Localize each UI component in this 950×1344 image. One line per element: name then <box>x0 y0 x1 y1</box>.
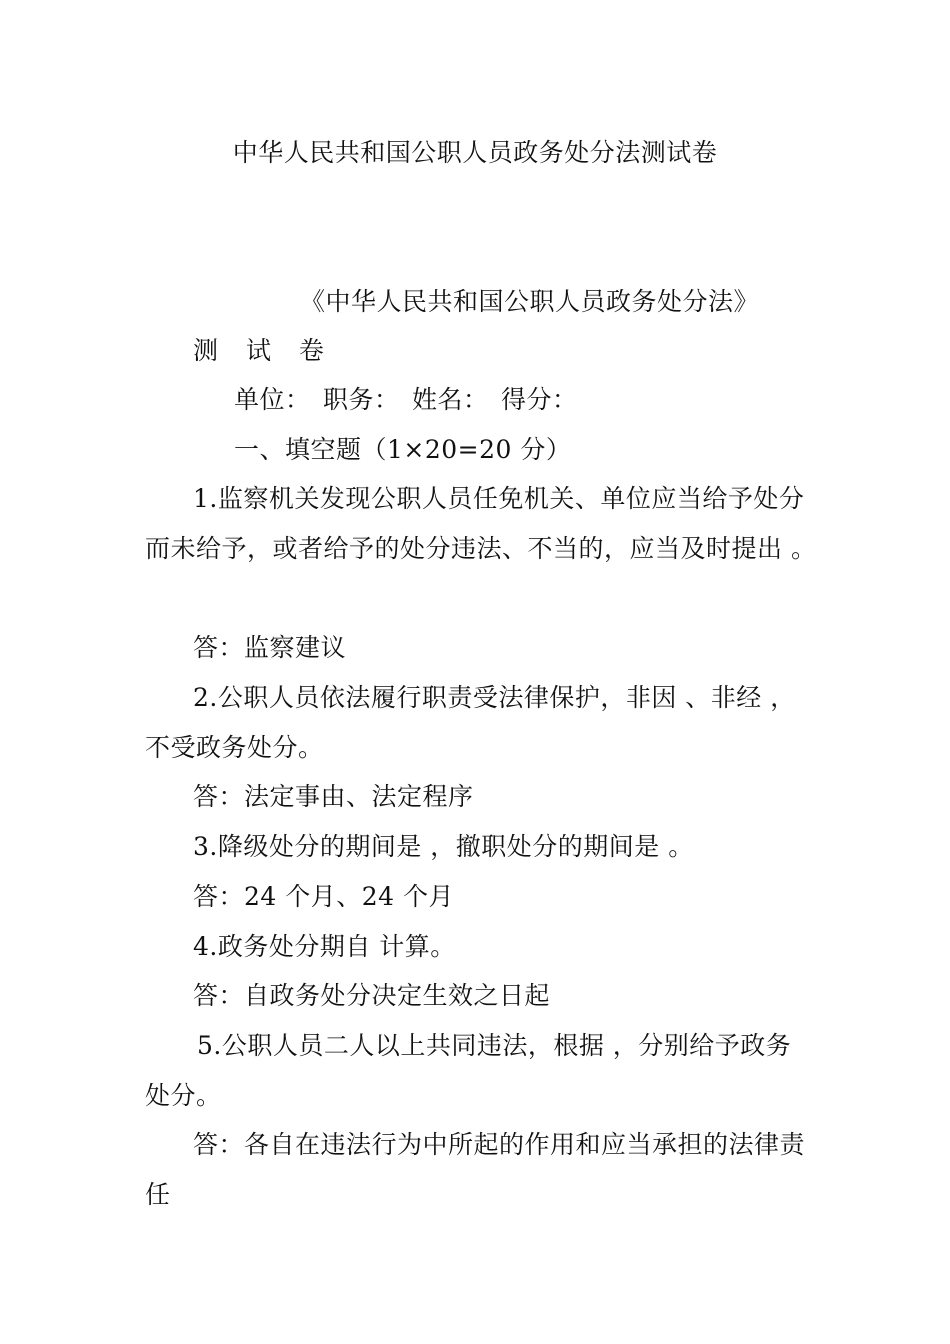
question-text-line: 5.公职人员二人以上共同违法，根据 ，分别给予政务 <box>197 1031 792 1060</box>
section-heading: 一、填空题（1×20=20 分） <box>234 435 572 464</box>
exam-label: 测 试 卷 <box>193 336 334 365</box>
law-title: 《中华人民共和国公职人员政务处分法》 <box>300 287 760 316</box>
question-text-line: 处分。 <box>145 1081 222 1110</box>
document-title: 中华人民共和国公职人员政务处分法测试卷 <box>232 138 718 167</box>
answer-text-line: 答：各自在违法行为中所起的作用和应当承担的法律责 <box>193 1130 806 1159</box>
position-field-label: 职务： <box>323 385 400 414</box>
name-field-label: 姓名： <box>412 385 489 414</box>
question-text-line: 4.政务处分期自 计算。 <box>193 932 456 961</box>
question-text-line: 2.公职人员依法履行职责受法律保护，非因 、非经 ， <box>193 683 796 712</box>
unit-field-label: 单位： <box>234 385 311 414</box>
answer-text-line: 答：法定事由、法定程序 <box>193 782 474 811</box>
answer-text-line: 答：24 个月、24 个月 <box>193 882 455 911</box>
score-field-label: 得分： <box>501 385 578 414</box>
question-text-line: 3.降级处分的期间是 ，撤职处分的期间是 。 <box>193 832 694 861</box>
answer-text-line: 任 <box>145 1180 171 1209</box>
question-text-line: 1.监察机关发现公职人员任免机关、单位应当给予处分 <box>193 484 805 513</box>
answer-text-line: 答：自政务处分决定生效之日起 <box>193 981 551 1010</box>
question-text-line: 不受政务处分。 <box>145 733 324 762</box>
answer-text-line: 答：监察建议 <box>193 633 347 662</box>
question-text-line: 而未给予，或者给予的处分违法、不当的，应当及时提出 。 <box>145 534 817 563</box>
